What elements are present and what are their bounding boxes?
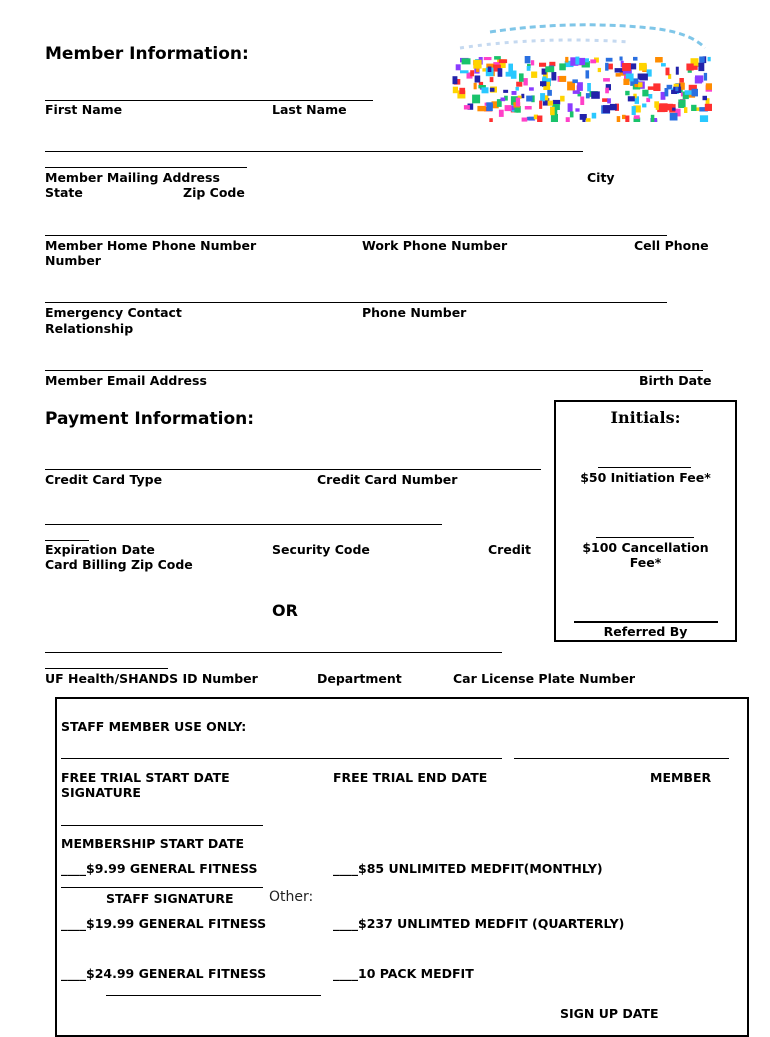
option-9-99[interactable]: ____$9.99 GENERAL FITNESS: [61, 861, 258, 876]
option-237-quarterly[interactable]: ____$237 UNLIMTED MEDFIT (QUARTERLY): [333, 916, 625, 931]
logo-pixel: [516, 98, 520, 107]
logo-pixel: [676, 67, 679, 75]
logo-pixel: [695, 77, 702, 83]
logo-pixel: [540, 81, 546, 86]
logo-pixel: [642, 90, 648, 97]
logo-pixel: [559, 63, 566, 70]
logo-pixel: [617, 116, 621, 122]
logo-pixel: [499, 110, 504, 117]
logo-pixel: [521, 94, 524, 98]
logo-pixel: [698, 63, 704, 71]
logo-pixel: [548, 101, 554, 106]
logo-pixel: [700, 115, 708, 122]
other-label: Other:: [269, 889, 314, 905]
logo-pixel: [531, 60, 534, 65]
logo-pixel: [625, 116, 629, 123]
logo-image: [450, 18, 712, 122]
logo-pixel: [586, 118, 591, 122]
member-info-heading: Member Information:: [45, 44, 249, 64]
logo-pixel: [665, 88, 669, 96]
logo-pixel: [539, 63, 546, 67]
logo-pixel: [586, 70, 590, 78]
option-24-99[interactable]: ____$24.99 GENERAL FITNESS: [61, 966, 267, 981]
logo-pixel: [570, 111, 574, 117]
option-10-pack[interactable]: ____10 PACK MEDFIT: [333, 966, 474, 981]
logo-pixel: [674, 84, 679, 87]
logo-pixel: [475, 76, 481, 83]
logo-pixel: [551, 72, 556, 81]
logo-pixel: [661, 63, 666, 66]
logo-pixel: [633, 57, 638, 61]
logo-pixel: [464, 105, 470, 109]
logo-pixel: [499, 59, 507, 63]
logo-pixel: [550, 107, 555, 115]
security-code-label: Security Code: [272, 542, 370, 557]
number-label: Number: [45, 253, 101, 268]
logo-pixel: [565, 57, 568, 63]
logo-pixel: [579, 58, 585, 65]
logo-pixel: [659, 103, 668, 112]
logo-pixel: [547, 90, 552, 96]
uf-id-label: UF Health/SHANDS ID Number: [45, 671, 258, 686]
initials-title: Initials:: [610, 408, 681, 427]
logo-pixel: [678, 100, 685, 109]
logo-pixel: [679, 78, 684, 83]
logo-pixel: [508, 64, 513, 73]
logo-pixel: [568, 103, 573, 112]
logo-pixel: [587, 83, 591, 91]
signature-label: SIGNATURE: [61, 785, 141, 800]
phone-number-label: Phone Number: [362, 305, 467, 320]
logo-pixel: [523, 78, 527, 85]
logo-pixel: [638, 82, 642, 87]
logo-pixel: [453, 76, 458, 84]
card-number-label: Credit Card Number: [317, 472, 458, 487]
logo-pixel: [602, 98, 608, 102]
logo-pixel: [498, 68, 503, 77]
logo-pixel: [490, 88, 495, 92]
logo-pixel: [506, 72, 512, 77]
logo-pixel: [651, 115, 655, 122]
logo-pixel: [634, 115, 640, 119]
logo-pixel: [642, 104, 646, 108]
initiation-fee-label: $50 Initiation Fee*: [580, 470, 711, 485]
logo-pixel: [582, 119, 585, 122]
logo-pixel: [610, 104, 617, 110]
option-85-monthly[interactable]: ____$85 UNLIMITED MEDFIT(MONTHLY): [333, 861, 603, 876]
logo-pixel: [672, 108, 676, 111]
billing-zip-label: Card Billing Zip Code: [45, 557, 193, 572]
staff-signature-label: STAFF SIGNATURE: [106, 891, 234, 906]
logo-pixel: [706, 83, 712, 90]
logo-pixel: [529, 87, 534, 90]
initials-box: [554, 400, 737, 642]
logo-pixel: [708, 57, 711, 61]
email-label: Member Email Address: [45, 373, 207, 388]
logo-pixel: [705, 104, 712, 111]
referred-by-label: Referred By: [603, 624, 688, 639]
logo-pixel: [693, 66, 698, 70]
logo-pixel: [605, 63, 608, 71]
logo-pixel: [474, 83, 477, 90]
first-name-label: First Name: [45, 102, 123, 117]
logo-pixel: [516, 87, 519, 91]
logo-pixel: [505, 105, 512, 111]
logo-pixel: [560, 96, 565, 102]
logo-pixel: [625, 91, 629, 96]
staff-heading: STAFF MEMBER USE ONLY:: [61, 719, 247, 734]
logo-pixel: [704, 73, 707, 81]
logo-pixel: [460, 70, 469, 73]
logo-pixel: [456, 64, 461, 70]
logo-pixel: [653, 83, 660, 91]
logo-pixel: [639, 63, 647, 71]
logo-pixel: [703, 96, 708, 100]
logo-pixel: [649, 94, 653, 99]
logo-pixel: [484, 57, 492, 60]
logo-pixel: [531, 72, 537, 78]
logo-pixel: [591, 91, 600, 98]
logo-pixel: [473, 60, 481, 69]
zip-code-label: Zip Code: [183, 185, 245, 200]
payment-info-heading: Payment Information:: [45, 409, 255, 429]
cell-phone-label: Cell Phone: [634, 238, 709, 253]
logo-pixel: [490, 77, 494, 82]
trial-start-label: FREE TRIAL START DATE: [61, 770, 230, 785]
logo-pixel: [692, 89, 699, 97]
logo-pixel: [462, 58, 471, 64]
logo-pixel: [586, 93, 590, 98]
logo-pixel: [572, 79, 578, 83]
logo-pixel: [699, 57, 705, 63]
option-19-99[interactable]: ____$19.99 GENERAL FITNESS: [61, 916, 267, 931]
logo-pixel: [516, 82, 522, 87]
logo-pixel: [590, 59, 596, 63]
or-label: OR: [272, 601, 298, 620]
logo-pixel: [603, 78, 610, 82]
logo-pixel: [691, 105, 696, 111]
logo-pixel: [603, 105, 610, 113]
logo-pixel: [575, 57, 579, 65]
logo-pixel: [540, 93, 545, 101]
cancellation-fee-label-2: Fee*: [629, 555, 662, 570]
logo-pixel: [459, 88, 465, 94]
work-phone-label: Work Phone Number: [362, 238, 508, 253]
expiration-label: Expiration Date: [45, 542, 155, 557]
logo-pixel: [559, 76, 566, 82]
logo-pixel: [670, 113, 678, 121]
logo-pixel: [608, 64, 613, 70]
logo-pixel: [638, 74, 647, 80]
logo-pixel: [503, 90, 508, 93]
logo-pixel: [494, 56, 501, 60]
logo-pixel: [655, 57, 663, 63]
logo-pixel: [522, 118, 528, 122]
logo-pixel: [623, 79, 629, 85]
logo-pixel: [628, 96, 635, 101]
department-label: Department: [317, 671, 402, 686]
mailing-address-label: Member Mailing Address: [45, 170, 220, 185]
logo-pixel: [666, 68, 670, 76]
logo-pixel: [632, 106, 636, 115]
member-label: MEMBER: [650, 770, 712, 785]
logo-pixel: [648, 86, 654, 90]
logo-pixel: [453, 87, 458, 94]
logo-pixel: [470, 70, 474, 76]
logo-pixel: [539, 101, 542, 109]
logo-pixel: [472, 95, 480, 104]
logo-pixel: [656, 103, 659, 110]
logo-pixel: [606, 58, 613, 62]
logo-pixel: [512, 91, 517, 95]
logo-pixel: [553, 100, 560, 105]
birth-date-label: Birth Date: [639, 373, 712, 388]
logo-pixel: [622, 115, 626, 119]
sign-up-date-label: SIGN UP DATE: [560, 1006, 659, 1021]
logo-pixel: [592, 113, 597, 119]
logo-pixel: [575, 108, 579, 111]
logo-pixel: [620, 57, 623, 61]
logo-pixel: [537, 116, 542, 123]
logo-pixel: [527, 66, 531, 71]
logo-pixel: [482, 87, 489, 93]
logo-pixel: [488, 67, 492, 73]
logo-pixel: [607, 98, 611, 103]
logo-pixel: [514, 108, 518, 113]
logo-pixel: [566, 117, 570, 122]
logo-pixel: [526, 96, 532, 102]
logo-pixel: [489, 118, 493, 122]
logo-pixel: [527, 117, 535, 121]
logo-pixel: [519, 73, 524, 81]
logo-pixel: [615, 68, 624, 72]
city-label: City: [587, 170, 615, 185]
logo-pixel: [525, 106, 532, 110]
logo-pixel: [525, 56, 531, 63]
logo-pixel: [488, 104, 493, 107]
logo-pixel: [605, 88, 609, 94]
cancellation-fee-label: $100 Cancellation: [582, 540, 709, 555]
trial-end-label: FREE TRIAL END DATE: [333, 770, 488, 785]
logo-pixel: [545, 95, 549, 100]
logo-pixel: [477, 106, 486, 111]
logo-pixel: [545, 66, 554, 72]
logo-pixel: [685, 90, 693, 95]
logo-pixel: [580, 114, 587, 120]
home-phone-label: Member Home Phone Number: [45, 238, 257, 253]
logo-pixel: [622, 63, 631, 71]
logo-pixel: [684, 107, 687, 113]
logo-pixel: [580, 97, 584, 106]
license-plate-label: Car License Plate Number: [453, 671, 636, 686]
logo-pixel: [686, 64, 693, 71]
state-label: State: [45, 185, 83, 200]
logo-pixel: [598, 68, 601, 72]
logo-pixel: [577, 82, 583, 91]
relationship-label: Relationship: [45, 321, 134, 336]
last-name-label: Last Name: [272, 102, 347, 117]
credit-label: Credit: [488, 542, 532, 557]
membership-start-label: MEMBERSHIP START DATE: [61, 836, 245, 851]
logo-pixel: [501, 98, 506, 102]
emergency-contact-label: Emergency Contact: [45, 305, 182, 320]
card-type-label: Credit Card Type: [45, 472, 163, 487]
